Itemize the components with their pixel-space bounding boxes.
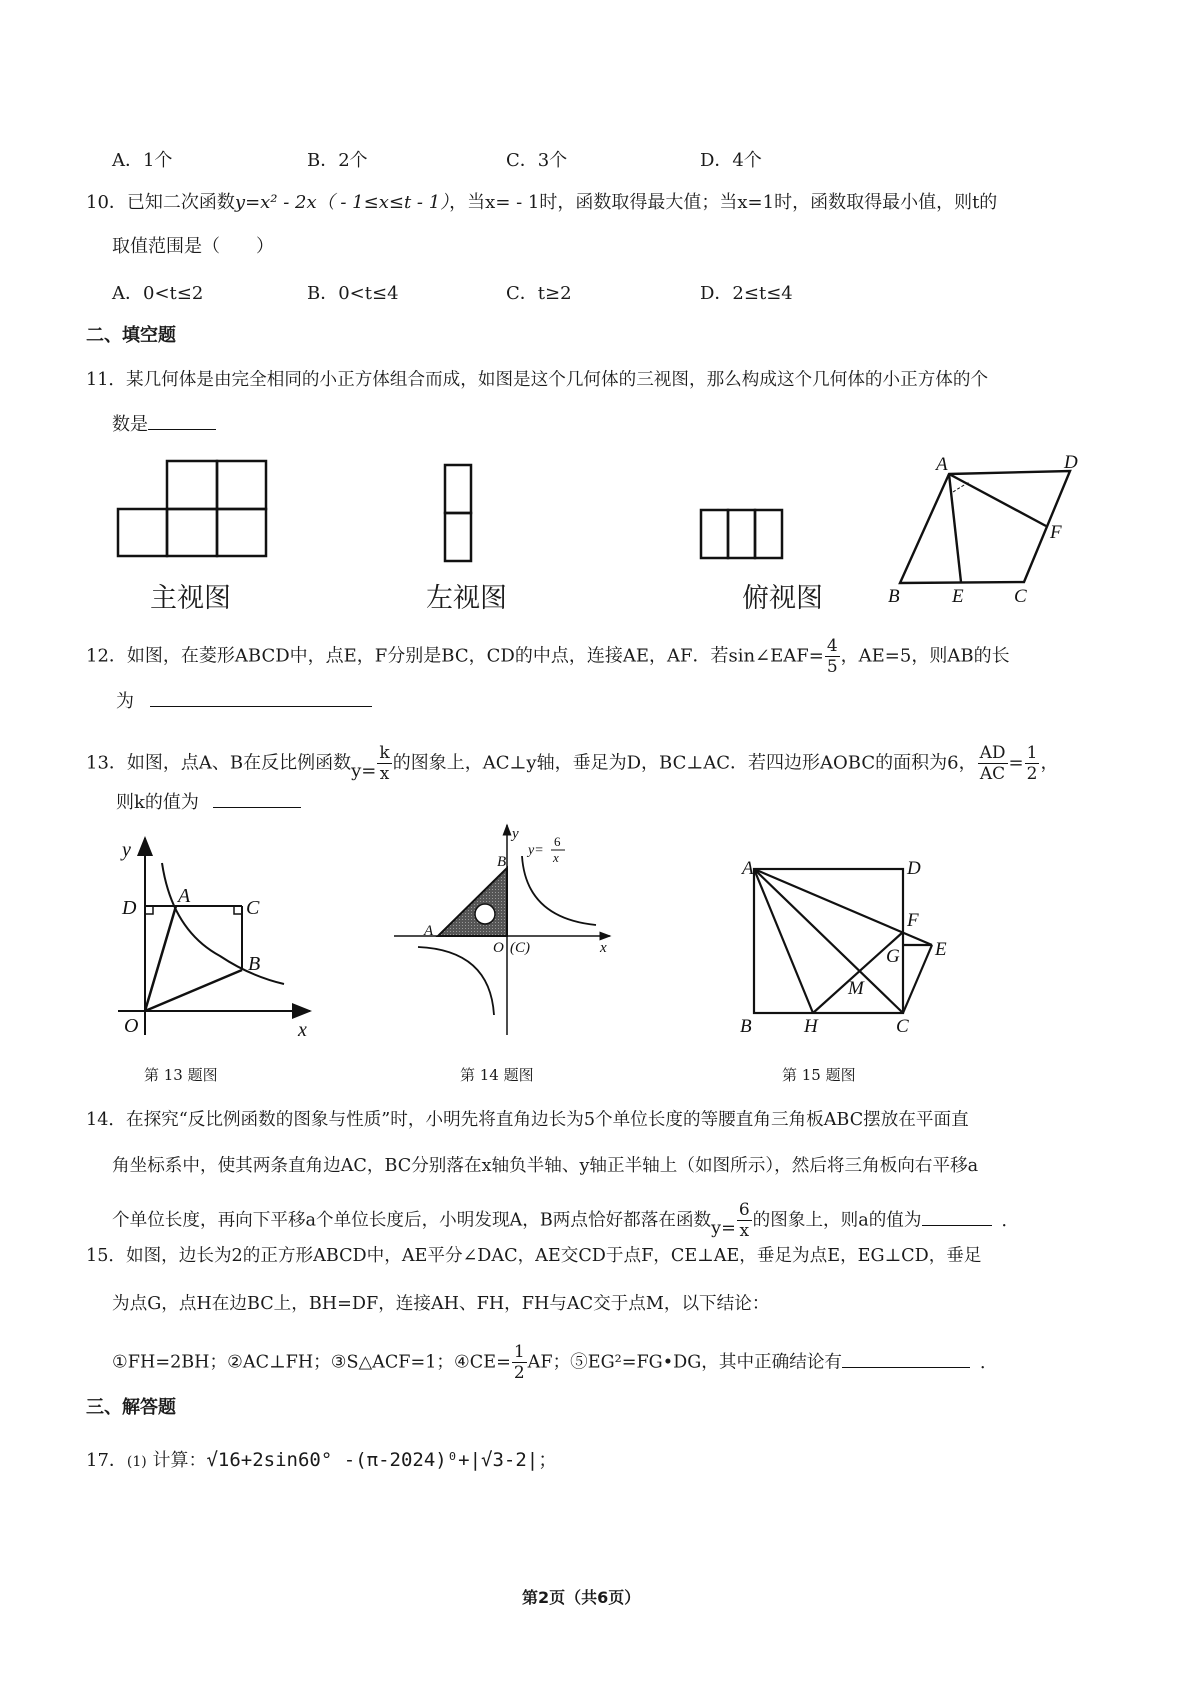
q13-k-fraction — [377, 743, 391, 784]
fig14-label-a: A — [424, 923, 434, 939]
q10-option-a: A．0<t≤2 — [112, 283, 204, 304]
fig15-label-f: F — [907, 910, 919, 931]
fig14-func-den: x — [553, 850, 559, 865]
figure-15 — [720, 840, 980, 1070]
q14-frac-den: x — [739, 1221, 750, 1241]
q14-line2: 角坐标系中，使其两条直角边AC，BC分别落在x轴负半轴、y轴正半轴上（如图所示），然后将三角板向右平移a — [112, 1156, 979, 1176]
q17-number: 17． — [86, 1450, 127, 1471]
q17-sub: (1) — [126, 1454, 147, 1470]
fig13-label-d: D — [122, 897, 137, 919]
top-view-cell — [728, 510, 755, 558]
fig15-label-g: G — [886, 946, 900, 967]
fig15-label-e: E — [935, 939, 947, 960]
q9-option-b: B．2个 — [307, 150, 368, 171]
q12-answer-blank[interactable] — [150, 702, 372, 707]
top-view — [699, 508, 784, 560]
left-view-cell — [445, 513, 471, 561]
q11-line2 — [112, 413, 216, 437]
fig14-label-o: O — [493, 940, 504, 956]
top-view-label: 俯视图 — [742, 583, 823, 614]
q13-ratio-den: AC — [979, 764, 1006, 784]
fig14-curve-q1 — [522, 856, 596, 925]
q14-line3 — [112, 1200, 1019, 1241]
figure-14 — [390, 820, 650, 1090]
q10-option-b: B．0<t≤4 — [307, 283, 399, 304]
fig13-curve — [162, 863, 284, 984]
q10-option-d: D．2≤t≤4 — [700, 283, 793, 304]
q17-line — [86, 1448, 557, 1474]
q17-label: 计算： — [152, 1450, 207, 1471]
q10-text-a: 已知二次函数 — [126, 192, 235, 213]
fig14-label-b: B — [497, 854, 507, 870]
q13-frac-den: x — [379, 764, 390, 784]
fig15-caption: 第 15 题图 — [782, 1066, 856, 1084]
fig14-triangle-hole — [475, 904, 495, 924]
q15-end: ． — [980, 1352, 998, 1373]
q10-number: 10． — [86, 192, 127, 213]
fig15-label-d: D — [907, 858, 921, 879]
rhombus-label-d: D — [1064, 452, 1078, 473]
section3-title: 三、解答题 — [86, 1397, 176, 1418]
front-view-cell — [118, 509, 167, 556]
q13-line2-text: 则k的值为 — [116, 792, 199, 813]
q15-line1: 15．如图，边长为2的正方形ABCD中，AE平分∠DAC，AE交CD于点F，CE⊥AE，垂足为点E，EG⊥CD，垂足 — [86, 1246, 982, 1266]
fig14-func-label: y= — [528, 843, 544, 858]
fig14-label-c: (C) — [510, 940, 530, 956]
q13-frac-num: k — [379, 743, 390, 763]
page-footer: 第2页（共6页） — [522, 1588, 641, 1607]
front-view — [116, 458, 268, 558]
q13-line2 — [116, 791, 301, 815]
q14-fraction — [737, 1200, 752, 1241]
q15-frac-num: 1 — [513, 1342, 525, 1362]
q15-line3 — [112, 1342, 998, 1383]
rhombus-figure — [880, 440, 1120, 620]
fig13-label-o: O — [124, 1015, 139, 1037]
q13-answer-blank[interactable] — [213, 803, 301, 808]
q14-answer-blank[interactable] — [922, 1221, 992, 1226]
q15-answer-blank[interactable] — [842, 1363, 970, 1368]
q15-fraction — [512, 1342, 527, 1383]
left-view-cell — [445, 465, 471, 513]
q14-text-b: 的图象上，则a的值为 — [752, 1210, 922, 1231]
fig13-caption: 第 13 题图 — [144, 1066, 218, 1084]
q14-text-a: 个单位长度，再向下平移a个单位长度后，小明发现A，B两点恰好都落在函数 — [112, 1210, 712, 1231]
q12-line2-text: 为 — [116, 691, 134, 712]
fig15-label-h: H — [804, 1016, 818, 1037]
q13-eq: = — [1008, 752, 1024, 774]
rhombus-label-a: A — [936, 454, 948, 475]
q14-frac-num: 6 — [738, 1200, 750, 1220]
q15-frac-den: 2 — [513, 1363, 525, 1383]
q10-formula: y=x² - 2x（ - 1≤x≤t - 1） — [234, 192, 450, 213]
q14-end: ． — [1001, 1210, 1020, 1231]
q10-line1 — [86, 191, 997, 215]
q13-text-a: 13．如图，点A、B在反比例函数 — [86, 752, 352, 774]
q15-line2: 为点G，点H在边BC上，BH=DF，连接AH、FH，FH与AC交于点M，以下结论： — [112, 1294, 770, 1314]
front-view-label: 主视图 — [150, 583, 231, 614]
q15-text-a: ①FH=2BH；②AC⊥FH；③S△ACF=1；④CE= — [112, 1352, 511, 1373]
q11-line2-text: 数是 — [112, 414, 148, 435]
q9-option-d: D．4个 — [700, 150, 762, 171]
q13-half-fraction — [1025, 743, 1040, 784]
q12-fraction — [825, 636, 840, 677]
front-view-cell — [167, 461, 217, 509]
q11-answer-blank[interactable] — [148, 425, 216, 430]
left-view-label: 左视图 — [426, 583, 507, 614]
q14-line1: 14．在探究“反比例函数的图象与性质”时，小明先将直角边长为5个单位长度的等腰直角三角板ABC摆放在平面直 — [86, 1110, 969, 1130]
q13-half-num: 1 — [1026, 743, 1038, 763]
q13-comma: ， — [1040, 752, 1059, 774]
q13-ratio-fraction — [978, 743, 1008, 784]
fig15-label-m: M — [848, 978, 864, 999]
q12-line2 — [116, 690, 372, 714]
q13-text-b: 的图象上，AC⊥y轴，垂足为D，BC⊥AC．若四边形AOBC的面积为6， — [392, 752, 977, 774]
front-view-cell — [167, 509, 217, 556]
q13-line1 — [86, 743, 1058, 784]
fig14-caption: 第 14 题图 — [460, 1066, 534, 1084]
front-view-cell — [217, 461, 266, 509]
top-view-cell — [701, 510, 728, 558]
rhombus-label-f: F — [1050, 522, 1062, 543]
fig14-curve-q3 — [418, 947, 494, 1015]
q13-ratio-num: AD — [979, 743, 1006, 763]
front-view-cell — [217, 509, 266, 556]
fig15-label-c: C — [896, 1016, 909, 1037]
section2-title: 二、填空题 — [86, 325, 176, 346]
q12-frac-den: 5 — [826, 657, 838, 677]
fig13-label-b: B — [248, 953, 261, 975]
fig13-label-c: C — [246, 897, 260, 919]
q9-option-a: A．1个 — [112, 150, 173, 171]
q10-line2: 取值范围是（ ） — [112, 236, 274, 257]
fig15-label-b: B — [740, 1016, 752, 1037]
fig13-label-y: y — [122, 839, 131, 861]
fig14-triangle — [438, 868, 507, 936]
q17-expression: √16+2sin60° -(π-2024)⁰+|√3-2|； — [206, 1449, 558, 1471]
fig15-label-a: A — [742, 858, 754, 879]
q12-frac-num: 4 — [826, 636, 838, 656]
fig13-label-a: A — [178, 885, 191, 907]
rhombus-label-e: E — [952, 586, 964, 607]
q9-option-c: C．3个 — [506, 150, 568, 171]
top-view-cell — [755, 510, 782, 558]
fig14-label-y: y — [512, 826, 519, 842]
q15-text-b: AF；⑤EG²=FG•DG，其中正确结论有 — [527, 1352, 843, 1373]
q12-text-b: ，AE=5，则AB的长 — [840, 645, 1010, 667]
figure-13 — [100, 830, 350, 1090]
q14-y-eq: y= — [711, 1218, 736, 1239]
fig14-label-x: x — [600, 940, 607, 956]
left-view — [443, 463, 473, 563]
q10-option-c: C．t≥2 — [506, 283, 572, 304]
q13-half-den: 2 — [1026, 764, 1038, 784]
q10-text-b: ，当x= - 1时，函数取得最大值；当x=1时，函数取得最小值，则t的 — [449, 192, 998, 213]
q11-line1: 11．某几何体是由完全相同的小正方体组合而成，如图是这个几何体的三视图，那么构成这个几何体的小正方体的个 — [86, 370, 989, 390]
q13-y-eq: y= — [351, 760, 377, 782]
rhombus-label-c: C — [1014, 586, 1027, 607]
q12-line1 — [86, 636, 1010, 677]
rhombus-label-b: B — [888, 586, 900, 607]
fig14-func-num: 6 — [554, 834, 561, 849]
q12-text-a: 12．如图，在菱形ABCD中，点E，F分别是BC，CD的中点，连接AE，AF．若sin∠EAF= — [86, 645, 824, 667]
fig13-label-x: x — [298, 1019, 307, 1041]
